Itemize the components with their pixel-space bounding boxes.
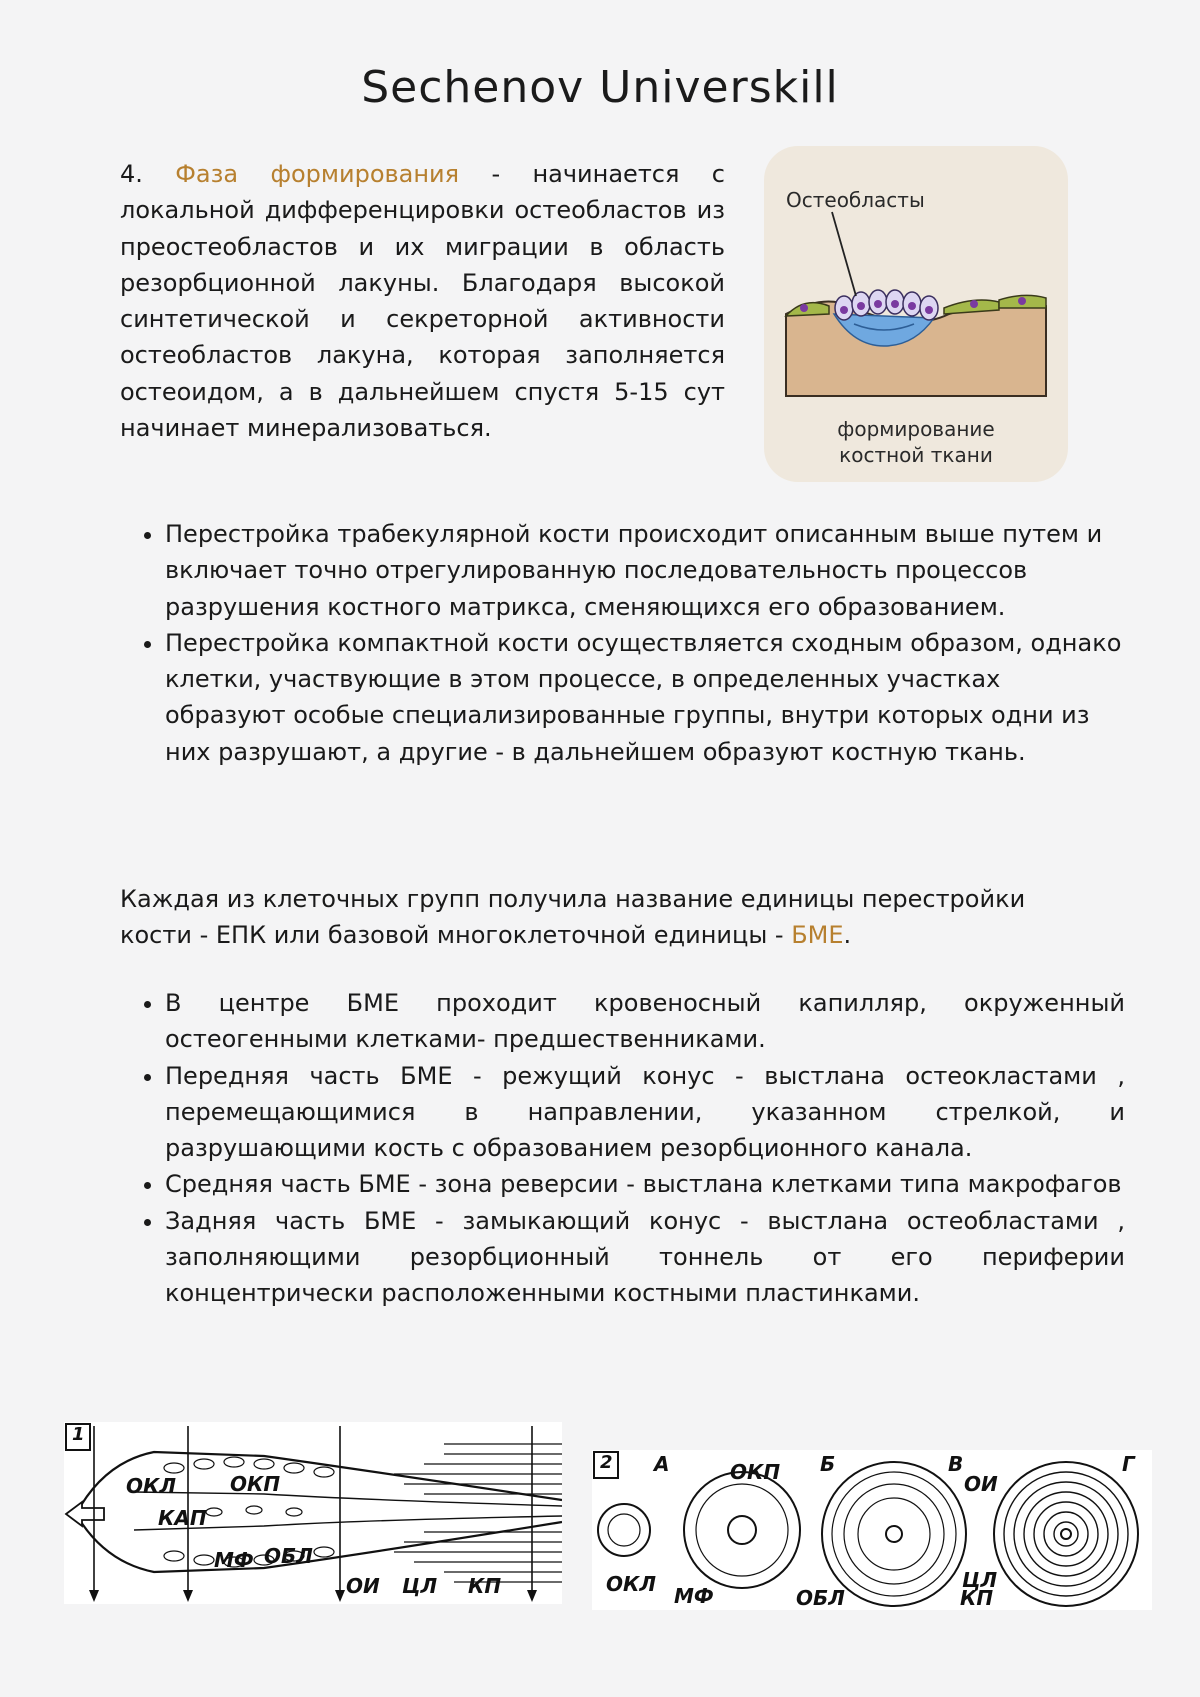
list-item: • Перестройка трабекулярной кости происходит описанным выше путем и включает точно отрегулированную последовательность процессов разрушения костного матрикса, сменяющихся его образованием. [165,516,1125,625]
label-obl: ОБЛ [796,1586,845,1610]
osteoblasts-label: Остеобласты [786,188,925,212]
label-okl: ОКЛ [606,1572,656,1596]
section-a-inner [608,1514,640,1546]
page-title: Sechenov Universkill [361,62,839,113]
section-a-outer [598,1504,650,1556]
bmu-end: . [843,921,852,950]
label-obl: ОБЛ [264,1544,313,1568]
bmu-paragraph [120,881,1080,954]
nucleus [1018,297,1026,305]
label-kp: КП [960,1586,994,1610]
panel-b: Б [820,1452,836,1476]
section-v-ring [858,1498,930,1570]
label-oi: ОИ [346,1574,380,1598]
nucleus [970,300,978,308]
bmu-parts-list [120,985,1125,1312]
section-v-ring [844,1484,944,1584]
bmu-longitudinal-diagram [64,1422,562,1604]
panel-g: Г [1122,1452,1135,1476]
diagram-number: 1 [72,1424,85,1445]
label-okp: ОКП [230,1472,281,1496]
label-cl: ЦЛ [962,1568,998,1592]
list-item: • Перестройка компактной кости осуществляется сходным образом, однако клетки, участвующие в этом процессе, в определенных участках образуют особые специализированные группы, внутри которых одни из них разрушают, а другие - в дальнейшем образуют костную ткань. [165,625,1125,770]
label-kap: КАП [158,1506,207,1530]
label-cl: ЦЛ [402,1574,438,1598]
nucleus [800,304,808,312]
remodeling-list [120,516,1125,770]
panel-v: В [948,1452,964,1476]
section-g-rings [994,1462,1138,1606]
list-item: • Задняя часть БМЕ - замыкающий конус - выстлана остеобластами , заполняющими резорбционный тоннель от его периферии концентрически расположенными костными пластинками. [165,1203,1125,1312]
intro-text: - начинается с локальной дифференцировки остеобластов из преостеобластов и их миграции в область резорбционной лакуны. Благодаря высокой синтетической и секреторной активности остеобластов лакуна, которая заполняется остеоидом, а в дальнейшем спустя 5-15 сут начинает минерализоваться. [120,160,725,443]
figure-caption [764,416,1068,468]
phase-title: Фаза формирования [175,160,460,188]
label-mf: МФ [674,1584,714,1608]
caption-line-2: костной ткани [839,443,993,467]
section-b-capillary [728,1516,756,1544]
label-okl: ОКЛ [126,1474,176,1498]
label-kp: КП [468,1574,502,1598]
section-b-outer [684,1472,800,1588]
caption-line-1: формирование [837,417,995,441]
label-mf: МФ [214,1548,254,1572]
diagram-number: 2 [600,1452,613,1473]
label-oi: ОИ [964,1472,998,1496]
section-v-ring [832,1472,956,1596]
section-b-ring [696,1484,788,1576]
list-item: • Передняя часть БМЕ - режущий конус - выстлана остеокластами , перемещающимися в направлении, указанном стрелкой, и разрушающими кость с образованием резорбционного канала. [165,1058,1125,1167]
section-v-capillary [886,1526,902,1542]
bmu-cross-section-diagram [592,1450,1152,1610]
direction-arrow-icon [66,1502,104,1526]
label-okp: ОКП [730,1460,781,1484]
nucleus [891,300,899,308]
nucleus [908,302,916,310]
intro-paragraph [120,156,725,446]
panel-a: А [654,1452,670,1476]
formation-figure [764,146,1068,482]
list-item: • В центре БМЕ проходит кровеносный капилляр, окруженный остеогенными клетками- предшественниками. [165,985,1125,1058]
bmu-abbrev: БМЕ [791,921,844,950]
item-number: 4. [120,160,143,188]
list-item: • Средняя часть БМЕ - зона реверсии - выстлана клетками типа макрофагов [165,1166,1125,1202]
nucleus [874,300,882,308]
bmu-text: Каждая из клеточных групп получила название единицы перестройки кости - ЕПК или базовой многоклеточной единицы - [120,885,1026,950]
nucleus [857,302,865,310]
nucleus [840,306,848,314]
nucleus [925,306,933,314]
label-pointer [832,212,856,296]
lamellae-lines [394,1444,562,1582]
